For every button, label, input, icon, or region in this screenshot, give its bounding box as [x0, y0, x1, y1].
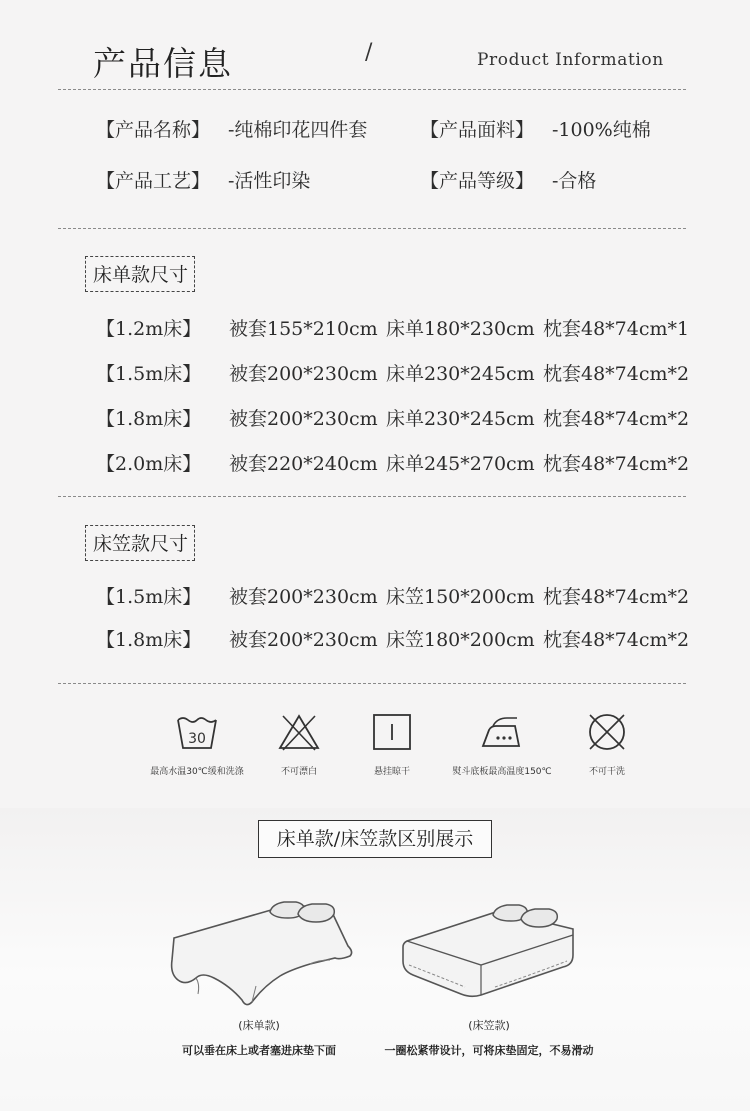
- size-label: 【1.5m床】: [96, 586, 202, 608]
- size-label: 【1.5m床】: [96, 363, 202, 385]
- info-label: 【产品面料】: [420, 119, 535, 141]
- duvet-size: 被套200*230cm: [229, 363, 378, 385]
- care-label: 熨斗底板最高温度150℃: [452, 767, 552, 777]
- fitted-sheet-illustration: [395, 895, 585, 1005]
- section-title-sheet: 床单款尺寸: [85, 256, 195, 292]
- info-row: [96, 115, 696, 141]
- pillow-size: 枕套48*74cm*1: [543, 318, 690, 340]
- size-label: 【1.8m床】: [96, 629, 202, 651]
- care-item: [262, 712, 336, 777]
- care-label: 不可漂白: [280, 767, 317, 777]
- info-label: 【产品工艺】: [96, 170, 211, 192]
- title-divider-slash: /: [365, 40, 373, 65]
- info-value: -纯棉印花四件套: [228, 119, 368, 141]
- size-label: 【2.0m床】: [96, 453, 202, 475]
- care-item: [570, 712, 644, 777]
- divider: [58, 496, 686, 497]
- svg-text:30: 30: [188, 731, 206, 747]
- fitted-description: 一圈松紧带设计，可将床垫固定，不易滑动: [384, 1044, 594, 1057]
- size-label: 【1.8m床】: [96, 408, 202, 430]
- hang-dry-icon: [370, 712, 414, 752]
- duvet-size: 被套200*230cm: [229, 629, 378, 651]
- iron-icon: [477, 712, 527, 752]
- pillow-size: 枕套48*74cm*2: [543, 586, 690, 608]
- divider: [58, 228, 686, 229]
- section-title-fitted: 床笠款尺寸: [85, 525, 195, 561]
- size-row: [96, 314, 696, 340]
- care-label: 不可干洗: [588, 767, 625, 777]
- pillow-size: 枕套48*74cm*2: [543, 363, 690, 385]
- info-value: -100%纯棉: [552, 119, 651, 141]
- info-value: -合格: [552, 170, 597, 192]
- duvet-size: 被套200*230cm: [229, 408, 378, 430]
- fitted-size: 床笠180*200cm: [386, 629, 535, 651]
- info-label: 【产品名称】: [96, 119, 211, 141]
- sheet-size: 床单245*270cm: [386, 453, 535, 475]
- care-label: 悬挂晾干: [373, 767, 410, 777]
- size-label: 【1.2m床】: [96, 318, 202, 340]
- info-row: [96, 166, 696, 192]
- sheet-size: 床单180*230cm: [386, 318, 535, 340]
- duvet-size: 被套220*240cm: [229, 453, 378, 475]
- pillow-size: 枕套48*74cm*2: [543, 408, 690, 430]
- page-subtitle: Product Information: [477, 50, 664, 70]
- care-label: 最高水温30℃缓和洗涤: [150, 767, 244, 777]
- wash-30-icon: [175, 712, 219, 752]
- duvet-size: 被套200*230cm: [229, 586, 378, 608]
- sheet-caption: (床单款): [238, 1019, 280, 1032]
- sheet-description: 可以垂在床上或者塞进床垫下面: [182, 1044, 336, 1057]
- info-label: 【产品等级】: [420, 170, 535, 192]
- pillow-size: 枕套48*74cm*2: [543, 629, 690, 651]
- sheet-size: 床单230*245cm: [386, 363, 535, 385]
- difference-title: 床单款/床笠款区别展示: [258, 820, 492, 858]
- no-bleach-icon: [277, 712, 321, 752]
- size-row: [96, 359, 696, 385]
- size-row: [96, 582, 696, 608]
- fitted-size: 床笠150*200cm: [386, 586, 535, 608]
- size-row: [96, 449, 696, 475]
- sheet-size: 床单230*245cm: [386, 408, 535, 430]
- info-value: -活性印染: [228, 170, 311, 192]
- duvet-size: 被套155*210cm: [229, 318, 378, 340]
- divider: [58, 89, 686, 90]
- care-item: [440, 712, 564, 777]
- care-item: [355, 712, 429, 777]
- care-item: [135, 712, 259, 777]
- divider: [58, 683, 686, 684]
- flat-sheet-illustration: [160, 890, 370, 1010]
- fitted-caption: (床笠款): [468, 1019, 510, 1032]
- size-row: [96, 625, 696, 651]
- pillow-size: 枕套48*74cm*2: [543, 453, 690, 475]
- size-row: [96, 404, 696, 430]
- page-title: 产品信息: [93, 44, 233, 83]
- no-dry-clean-icon: [585, 712, 629, 752]
